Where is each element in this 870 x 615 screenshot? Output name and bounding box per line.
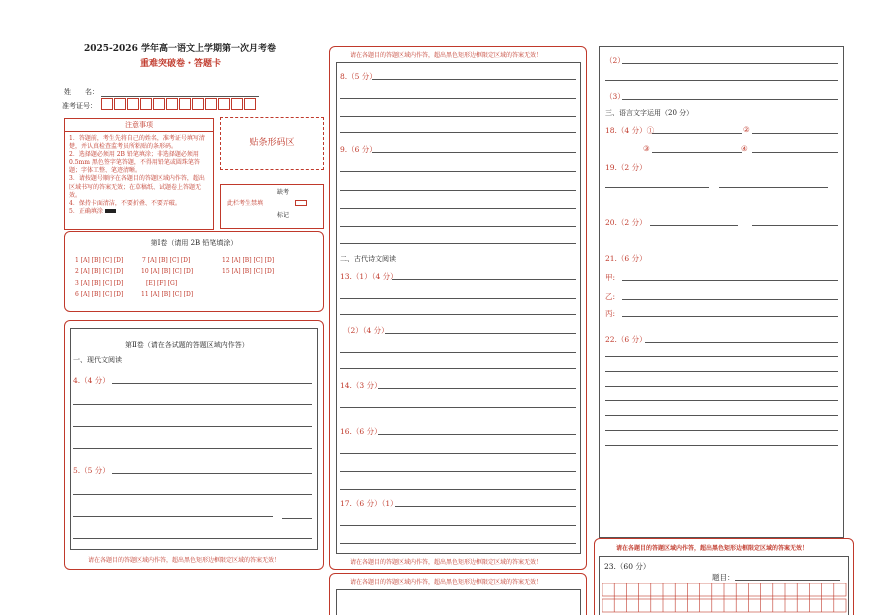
section1-title: 第Ⅰ卷（请用 2B 铅笔填涂）	[150, 239, 238, 247]
exam-no-boxes[interactable]	[101, 98, 257, 110]
notice-item-4: 4．保持卡面清洁，不要折叠、不要弄破。	[69, 199, 181, 207]
absent-mark1: 缺考	[277, 189, 290, 196]
topic-label: 题目：	[712, 573, 735, 582]
notice-item-3: 3．请按题号顺序在各题目的答题区域内作答，超出区域书写的答案无效；在草稿纸、试题卷上答题无效。	[69, 175, 205, 199]
q17-label: 17.（6 分）（1）	[340, 499, 398, 508]
card-subtitle: 重难突破卷・答题卡	[140, 59, 222, 69]
q14-label: 14.（3 分）	[340, 381, 382, 390]
q23-label: 23.（60 分）	[604, 562, 651, 571]
q13-1-label: 13.（1）（4 分）	[340, 272, 398, 281]
warning-col2-next: 请在各题目的答题区域内作答，超出黑色矩形边框限定区域的答案无效！	[350, 579, 543, 586]
exam-title: 2025-2026 学年高一语文上学期第一次月考卷	[84, 44, 276, 54]
q2-label: （2）	[605, 56, 625, 65]
col3-answer-area	[599, 46, 844, 538]
part1-heading: 一、现代文阅读	[73, 356, 122, 364]
warning-col1: 请在各题目的答题区域内作答，超出黑色矩形边框限定区域的答案无效！	[88, 557, 281, 564]
barcode-label: 贴条形码区	[249, 138, 295, 148]
warning-col2-bottom: 请在各题目的答题区域内作答，超出黑色矩形边框限定区域的答案无效！	[350, 559, 543, 566]
q21-bing: 丙:	[605, 309, 616, 318]
q9-label: 9.（6 分）	[340, 145, 377, 154]
col2-next-answer-area	[336, 589, 581, 615]
q18-blank3: ③	[643, 144, 650, 153]
composition-grid[interactable]	[602, 583, 847, 613]
absent-box	[220, 184, 324, 229]
choice-row-2c[interactable]: 15 [A] [B] [C] [D]	[222, 268, 275, 275]
q8-label: 8.（5 分）	[340, 72, 377, 81]
part3-heading: 三、语言文字运用（20 分）	[605, 109, 694, 117]
col2-answer-area	[336, 62, 581, 554]
q5-label: 5.（5 分）	[73, 466, 110, 475]
q4-label: 4.（4 分）	[73, 376, 110, 385]
choice-row-1a[interactable]: 1 [A] [B] [C] [D]	[75, 257, 124, 264]
q16-label: 16.（6 分）	[340, 427, 382, 436]
choice-row-1b[interactable]: 7 [A] [B] [C] [D]	[142, 257, 191, 264]
choice-row-4a[interactable]: 6 [A] [B] [C] [D]	[75, 291, 124, 298]
notice-title: 注意事项	[65, 119, 213, 132]
q21-label: 21.（6 分）	[605, 254, 647, 263]
warning-col2-top: 请在各题目的答题区域内作答，超出黑色矩形边框限定区域的答案无效！	[350, 52, 543, 59]
absent-mark2: 标记	[277, 212, 290, 219]
section2-title: 第Ⅱ卷（请在各试题的答题区域内作答）	[125, 341, 249, 349]
warning-col3: 请在各题目的答题区域内作答，超出黑色矩形边框限定区域的答案无效！	[616, 545, 809, 552]
q21-yi: 乙:	[605, 292, 616, 301]
choice-row-2b[interactable]: 10 [A] [B] [C] [D]	[141, 268, 194, 275]
name-field[interactable]	[101, 96, 259, 97]
q22-label: 22.（6 分）	[605, 335, 647, 344]
barcode-area	[220, 117, 324, 170]
notice-item-1: 1．答题前，考生先将自己的姓名，准考证号填写清楚，并认真检查监考员所粘贴的条形码。	[69, 135, 205, 151]
notice-item-5: 5．正确填涂	[69, 207, 103, 215]
filled-sample-mark	[105, 209, 116, 213]
part2-heading: 二、古代诗文阅读	[340, 255, 396, 263]
q18-blank2: ②	[743, 125, 750, 134]
q20-label: 20.（2 分）	[605, 218, 647, 227]
notice-item-2: 2．选择题必须用 2B 铅笔填涂；非选择题必须用 0.5mm 黑色签字笔答题，不得用铅笔或圆珠笔答题；字体工整、笔迹清晰。	[69, 151, 200, 175]
q18-label: 18.（4 分）①	[605, 126, 655, 135]
choice-row-4b[interactable]: 11 [A] [B] [C] [D]	[141, 291, 194, 298]
absent-checkbox[interactable]	[295, 200, 307, 206]
choice-row-2a[interactable]: 2 [A] [B] [C] [D]	[75, 268, 124, 275]
choice-row-3b[interactable]: [E] [F] [G]	[146, 280, 178, 287]
q19-label: 19.（2 分）	[605, 163, 647, 172]
q21-jia: 甲:	[605, 273, 616, 282]
notice-box	[64, 118, 214, 230]
notice-list	[65, 132, 213, 216]
choice-row-1c[interactable]: 12 [A] [B] [C] [D]	[222, 257, 275, 264]
q18-blank4: ④	[741, 144, 748, 153]
q3-label: （3）	[605, 92, 625, 101]
exam-no-label: 准考证号：	[62, 102, 97, 110]
q13-2-label: （2）（4 分）	[343, 326, 389, 335]
name-label: 姓 名：	[64, 88, 99, 96]
choice-row-3a[interactable]: 3 [A] [B] [C] [D]	[75, 280, 124, 287]
absent-label: 此栏考生禁填	[227, 200, 264, 207]
